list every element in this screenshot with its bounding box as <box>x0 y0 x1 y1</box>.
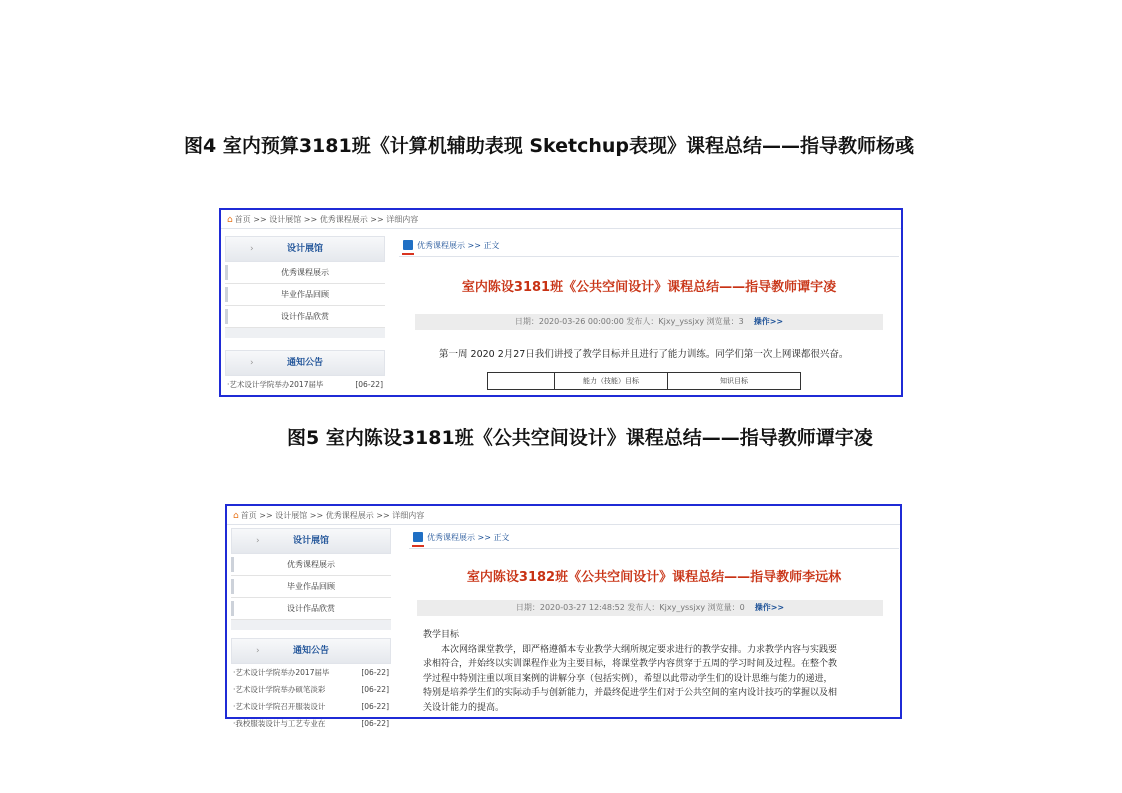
news-item[interactable]: ·艺术设计学院举办硕笔淡彩 [06-22] <box>233 685 389 694</box>
screenshot-2 <box>225 504 902 728</box>
article-heading: 教学目标 <box>423 630 460 640</box>
sidebar-section-title: › 设计展馆 <box>225 236 385 262</box>
news-item[interactable]: ·我校服装设计与工艺专业在 [06-22] <box>233 719 389 728</box>
sidebar-item-design-works[interactable]: 设计作品欣赏 <box>231 598 391 620</box>
body-line: 特别是培养学生们的实际动手与创新能力，并最终促进学生们对于公共空间的室内设计技巧的掌握以及相 <box>423 688 838 698</box>
figure-5-caption: 图5 室内陈设3181班《公共空间设计》课程总结——指导教师谭宇凌 <box>287 427 873 449</box>
sidebar-section-title: › 设计展馆 <box>231 528 391 554</box>
notice-title: › 通知公告 <box>225 350 385 376</box>
content-tab[interactable]: 优秀课程展示 >> 正文 <box>409 528 899 549</box>
article-title: 室内陈设3182班《公共空间设计》课程总结——指导教师李远林 <box>466 570 842 585</box>
chevron-right-icon: › <box>250 244 254 254</box>
chevron-right-icon: › <box>256 536 260 546</box>
document-icon <box>413 532 423 542</box>
chevron-right-icon: › <box>256 646 260 656</box>
document-icon <box>403 240 413 250</box>
main-content <box>409 528 899 718</box>
sidebar-item-graduation-works[interactable]: 毕业作品回顾 <box>225 284 385 306</box>
sidebar <box>225 236 385 393</box>
operation-link[interactable]: 操作>> <box>754 603 785 612</box>
sidebar-item-excellent-courses[interactable]: 优秀课程展示 <box>231 554 391 576</box>
sidebar <box>231 528 391 732</box>
news-item[interactable]: ·艺术设计学院召开服装设计 [06-22] <box>233 702 389 711</box>
body-line: 学过程中特别注重以项目案例的讲解分享（包括实例），希望以此带动学生们的设计思维与能力的递进， <box>423 673 833 684</box>
article-title: 室内陈设3181班《公共空间设计》课程总结——指导教师谭宇凌 <box>461 280 837 295</box>
breadcrumb[interactable]: ⌂ 首页 >> 设计展馆 >> 优秀课程展示 >> 详细内容 <box>227 215 419 225</box>
sidebar-item-excellent-courses[interactable]: 优秀课程展示 <box>225 262 385 284</box>
home-icon: ⌂ <box>233 511 239 521</box>
article-body <box>423 628 893 715</box>
sidebar-item-design-works[interactable]: 设计作品欣赏 <box>225 306 385 328</box>
objectives-table: 能力（技能）目标 知识目标 <box>487 372 801 390</box>
news-item[interactable]: ·艺术设计学院举办2017届毕 [06-22] <box>233 668 389 677</box>
body-line: 关设计能力的提高。 <box>423 702 505 713</box>
breadcrumb[interactable]: ⌂ 首页 >> 设计展馆 >> 优秀课程展示 >> 详细内容 <box>233 511 425 521</box>
body-line: 本次网络课堂教学，即严格遵循本专业教学大纲所规定要求进行的教学安排。力求教学内容与实践要 <box>441 644 838 655</box>
news-item[interactable]: ·艺术设计学院举办2017届毕 [06-22] <box>227 380 383 389</box>
content-tab[interactable]: 优秀课程展示 >> 正文 <box>399 236 899 257</box>
figure-4-caption: 图4 室内预算3181班《计算机辅助表现 Sketchup表现》课程总结——指导教师杨彧 <box>184 135 915 157</box>
home-icon: ⌂ <box>227 215 233 225</box>
screenshot-1 <box>219 208 903 397</box>
operation-link[interactable]: 操作>> <box>753 317 784 326</box>
article-body: 第一周 2020 2月27日我们讲授了教学目标并且进行了能力训练。同学们第一次上网课都很兴奋。 <box>439 349 849 360</box>
main-content <box>399 236 899 396</box>
article-meta: 日期：2020-03-26 00:00:00 发布人：Kjxy_yssjxy 浏览量：3 操作>> <box>415 314 883 330</box>
article-meta: 日期：2020-03-27 12:48:52 发布人：Kjxy_yssjxy 浏览量：0 操作>> <box>417 600 883 616</box>
chevron-right-icon: › <box>250 358 254 368</box>
body-line: 求相符合，并始终以实训课程作业为主要目标，将课堂教学内容贯穿于五周的学习时间及过程。在整个教 <box>423 659 838 669</box>
sidebar-item-graduation-works[interactable]: 毕业作品回顾 <box>231 576 391 598</box>
notice-title: › 通知公告 <box>231 638 391 664</box>
